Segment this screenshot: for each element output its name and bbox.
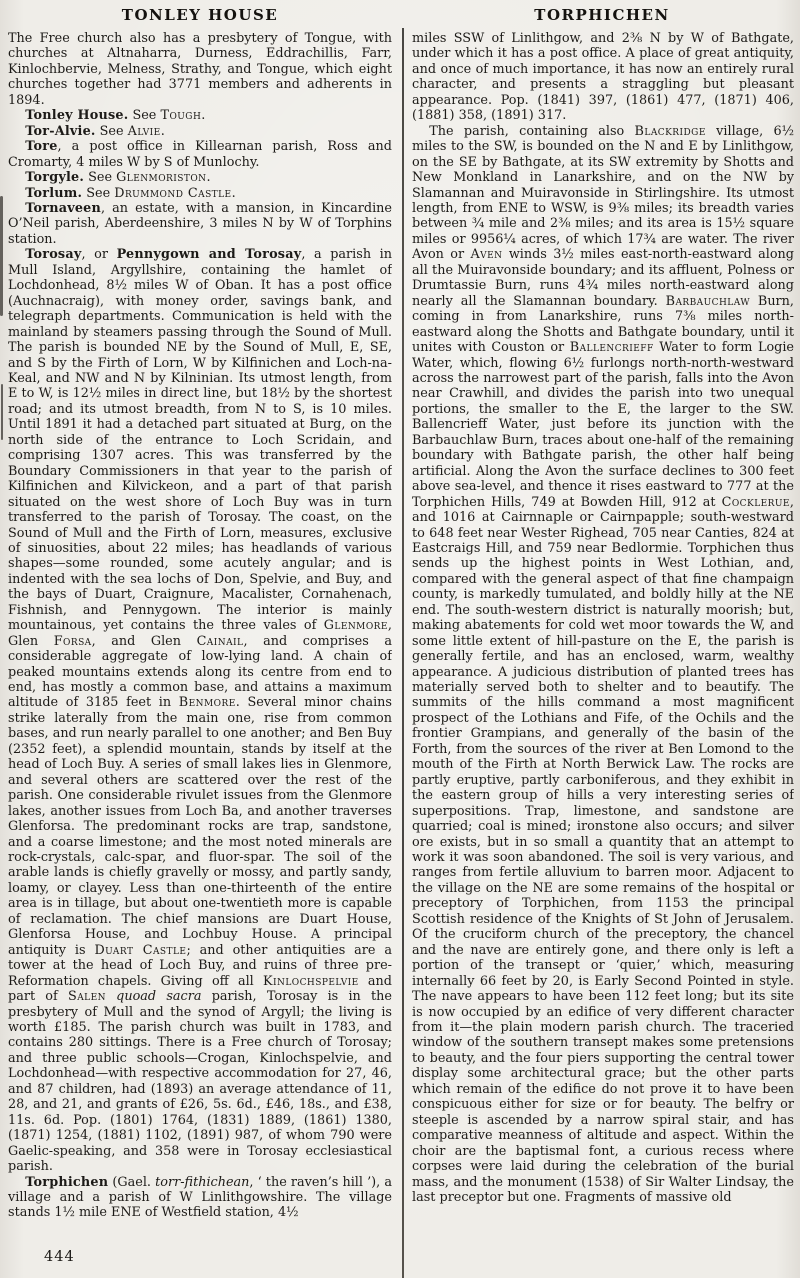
text-run: Benmore bbox=[178, 695, 236, 711]
text-run: quoad sacra bbox=[116, 989, 202, 1005]
text-run: Tor-Alvie. bbox=[25, 123, 96, 139]
text-run: Ballencrieff bbox=[569, 340, 654, 356]
running-head-left: TONLEY HOUSE bbox=[121, 6, 279, 24]
text-run: See bbox=[128, 108, 161, 124]
text-run bbox=[106, 989, 116, 1004]
paragraph bbox=[412, 124, 794, 1206]
paragraph bbox=[8, 139, 392, 170]
text-run: Duart Castle bbox=[94, 942, 187, 958]
text-run: Kinlochspelvie bbox=[263, 973, 359, 989]
text-run: See bbox=[82, 185, 115, 201]
paragraph bbox=[8, 1175, 392, 1221]
paragraph bbox=[8, 108, 392, 123]
text-run: Tore bbox=[25, 139, 58, 155]
text-run: winds 3½ miles east-north-eastward along all the Muiravonside boundary; and its affluent, Polness or Drumtassie Burn, runs 4¾ miles north-eastward along nearly all the Slamannan boundary. bbox=[412, 247, 794, 309]
text-run: Salen bbox=[67, 989, 106, 1005]
text-run: , Glen bbox=[8, 618, 392, 649]
text-column-right bbox=[412, 31, 794, 1275]
text-run: , ‘ the raven’s hill ’), a village and a parish of W Linlithgowshire. The village stands 1½ mile ENE of Westfield station, 4½ bbox=[8, 1174, 392, 1221]
text-run: The Free church also has a presbytery of Tongue, with churches at Altnaharra, Durness, Eddrachillis, Farr, Kinlochbervie, Melness, Strathy, and Tongue, which eight churches together had 3771 members and adherents in 1894. bbox=[8, 31, 392, 108]
column-divider-rule bbox=[402, 28, 404, 1278]
text-run: Glenmore bbox=[323, 618, 388, 634]
paragraph bbox=[8, 124, 392, 139]
text-run: . bbox=[201, 108, 206, 124]
text-run: , and 1016 at Cairnnaple or Cairnpapple; south-westward to 648 feet near Wester Righead, 705 near Canties, 824 at Eastcraigs Hill, and 759 near Bedlormie. Torphichen thus sends up the highest points in West Lothian, and, compared with the general aspect of that fine champaign county, is markedly tumulated, and boldly hilly at the NE end. The south-western district is naturally moorish; but, making abatements for cold wet moor towards the W, and some little extent of hill-pasture on the E, the parish is generally fertile, and has an enclosed, warm, wealthy appearance. A judicious distribution of planted trees has materially served both to shelter and to beautify. The summits of the hills command a most magnificent prospect of the Lothians and Fife, of the Ochils and the frontier Grampians, and generally of the basin of the Forth, from the sources of the river at Ben Lomond to the mouth of the Firth at North Berwick Law. The rocks are partly eruptive, partly carboniferous, and they exhibit in the eastern group of hills a very interesting series of superpositions. Trap, limestone, and sandstone are quarried; coal is mined; ironstone also occurs; and silver ore exists, but in so small a quantity that an attempt to work it was soon abandoned. The soil is very various, and ranges from fertile alluvium to barren moor. Adjacent to the village on the NE are some remains of the hospital or preceptory of Torphichen, from 1153 the principal Scottish residence of the Knights of St John of Jerusalem. Of the cruciform church of the preceptory, the chancel and the nave are entirely gone, and there only is left a portion of the transept or ‘quier,’ which, measuring internally 66 feet by 20, is Early Second Pointed in style. The nave appears to have been 112 feet long; but its site is now occupied by an edifice of very different character from it—the plain modern parish church. The traceried window of the southern transept makes some pretensions to beauty, and the four piers supporting the central tower display some architectural grace; but the other parts which remain of the edifice do not prove it to have been conspicuous either for size or for beauty. The belfry or steeple is ascended by a narrow spiral stair, and has comparative meanness of altitude and aspect. Within the choir are the baptismal font, a curious recess where corpses were laid during the celebration of the burial mass, and the monument (1538) of Sir Walter Lindsay, the last preceptor but one. Fragments of massive old bbox=[412, 494, 794, 1205]
text-run: (Gael. bbox=[108, 1174, 156, 1190]
text-run: The parish, containing also bbox=[429, 123, 635, 139]
running-head-right: TORPHICHEN bbox=[534, 6, 670, 24]
text-run: . bbox=[206, 170, 211, 186]
text-run: miles SSW of Linlithgow, and 2⅜ N by W of Bathgate, under which it has a post office. A place of great antiquity, and once of much importance, it has now an entirely rural character, and presents a straggling but pleasant appearance. Pop. (1841) 397, (1861) 477, (1871) 406, (1881) 358, (1891) 317. bbox=[412, 31, 794, 124]
text-run: Aven bbox=[470, 247, 503, 263]
paragraph bbox=[8, 247, 392, 1174]
text-run: , a post office in Killearnan parish, Ross and Cromarty, 4 miles W by S of Munlochy. bbox=[8, 139, 392, 170]
text-run: Drummond Castle bbox=[114, 185, 232, 201]
text-run: Glenmoriston bbox=[116, 170, 207, 186]
page-number: 444 bbox=[44, 1249, 75, 1265]
text-run: Tonley House. bbox=[25, 108, 129, 124]
text-run: , or bbox=[81, 247, 117, 263]
paragraph bbox=[8, 31, 392, 108]
text-run: See bbox=[84, 170, 117, 186]
text-run: . bbox=[160, 123, 165, 139]
scan-artifact bbox=[1, 384, 3, 440]
text-run: . bbox=[231, 185, 236, 201]
text-run: Barbauchlaw bbox=[665, 293, 751, 309]
text-run: See bbox=[95, 123, 128, 139]
text-run: Torphichen bbox=[25, 1174, 109, 1190]
text-run: Torgyle. bbox=[25, 170, 85, 186]
text-run: , and comprises a considerable aggregate of low-lying land. A chain of peaked mountains extends along its centre from end to end, has mostly a common base, and attains a maximum altitude of 3185 feet in bbox=[8, 633, 392, 711]
text-run: Cocklerue bbox=[721, 494, 790, 510]
text-run: and part of bbox=[8, 973, 392, 1005]
text-run: , an estate, with a mansion, in Kincardine O’Neil parish, Aberdeenshire, 3 miles N by W of Torphins station. bbox=[8, 200, 392, 247]
text-run: , a parish in Mull Island, Argyllshire, containing the hamlet of Lochdonhead, 8½ miles W of Oban. It has a post office (Auchnacraig), with money order, savings bank, and telegraph departments. Communication is held with the mainland by steamers passing through the Sound of Mull. The parish is bounded NE by the Sound of Mull, E, SE, and S by the Firth of Lorn, W by Kilfinichen and Loch-na-Keal, and NW and N by Kilninian. Its utmost length, from E to W, is 12½ miles in direct line, but 18½ by the shortest road; and its utmost breadth, from N to S, is 10 miles. Until 1891 it had a detached part situated at Burg, on the north side of the entrance to Loch Scridain, and comprising 1307 acres. This was transferred by the Boundary Commissioners in that year to the parish of Kilfinichen and Kilvickeon, and a part of that parish situated on the west shore of Loch Buy was in turn transferred to the parish of Torosay. The coast, on the Sound of Mull and the Firth of Lorn, measures, exclusive of sinuosities, about 22 miles; has headlands of various shapes—some rounded, some acutely angular; and is indented with the sea lochs of Don, Spelvie, and Buy, and the bays of Duart, Craignure, Macalister, Cornahenach, Fishnish, and Pennygown. The interior is mainly mountainous, yet contains the three vales of bbox=[8, 247, 392, 634]
paragraph bbox=[8, 201, 392, 247]
text-run: . Several minor chains strike laterally from the main one, rise from common bases, and run nearly parallel to one another; and Ben Buy (2352 feet), a splendid mountain, stands by itself at the head of Loch Buy. A series of small lakes lies in Glenmore, and several others are scattered over the rest of the parish. One considerable rivulet issues from the Glenmore lakes, another issues from Loch Ba, and another traverses Glenforsa. The predominant rocks are trap, sandstone, and a coarse limestone; and the most noted minerals are rock-crystals, calc-spar, and fluor-spar. The soil of the arable lands is chiefly gravelly or mossy, and partly sandy, loamy, or clayey. Less than one-thirteenth of the entire area is in tillage, but about one-twentieth more is capable of reclamation. The chief mansions are Duart House, Glenforsa House, and Lochbuy House. A principal antiquity is bbox=[8, 695, 392, 958]
text-run: Cainail bbox=[196, 633, 244, 649]
paragraph bbox=[8, 170, 392, 185]
text-run: Pennygown and Torosay bbox=[116, 247, 302, 263]
text-run: Torlum. bbox=[25, 185, 83, 201]
text-run: Forsa bbox=[53, 633, 92, 649]
scan-artifact bbox=[0, 196, 3, 316]
text-run: parish, Torosay is in the presbytery of Mull and the synod of Argyll; the living is worth £185. The parish church was built in 1783, and contains 280 sittings. There is a Free church of Torosay; and three public schools—Crogan, Kinlochspelvie, and Lochdonhead—with respective accommodation for 27, 46, and 87 children, had (1893) an average attendance of 11, 28, and 21, and grants of £26, 5s. 6d., £46, 18s., and £38, 11s. 6d. Pop. (1801) 1764, (1831) 1889, (1861) 1380, (1871) 1254, (1881) 1102, (1891) 987, of whom 790 were Gaelic-speaking, and 358 were in Torosay ecclesiastical parish. bbox=[8, 989, 392, 1175]
paragraph bbox=[412, 31, 794, 124]
paragraph bbox=[8, 186, 392, 201]
text-column-left bbox=[8, 31, 392, 1253]
text-run: Alvie bbox=[127, 123, 161, 139]
text-run: village, 6½ miles to the SW, is bounded on the N and E by Linlithgow, on the SE by Bathgate, at its SW extremity by Shotts and New Monkland in Lanarkshire, and on the NW by Slamannan and Muiravonside in Stirlingshire. Its utmost length, from ENE to WSW, is 9⅜ miles; its breadth varies between ¾ mile and 2⅜ miles; and its area is 15½ square miles or 9956¼ acres, of which 17¾ are water. The river Avon or bbox=[412, 123, 794, 263]
text-run: Burn, coming in from Lanarkshire, runs 7⅜ miles north-eastward along the Shotts and Bathgate boundary, until it unites with Couston or bbox=[412, 293, 794, 356]
text-run: , and Glen bbox=[91, 633, 197, 649]
text-run: Torosay bbox=[25, 247, 82, 263]
text-run: Water to form Logie Water, which, flowing 6½ furlongs north-north-westward across the narrowest part of the parish, falls into the Avon near Crawhill, and divides the parish into two unequal portions, the smaller to the E, the larger to the SW. Ballencrieff Water, just before its junction with the Barbauchlaw Burn, traces about one-half of the remaining boundary with Bathgate parish, the other half being artificial. Along the Avon the surface declines to 300 feet above sea-level, and thence it rises eastward to 777 at the Torphichen Hills, 749 at Bowden Hill, 912 at bbox=[412, 340, 794, 510]
text-run: ; and other antiquities are a tower at the head of Loch Buy, and ruins of three pre-Reformation chapels. Giving off all bbox=[8, 942, 392, 989]
text-run: Tough bbox=[160, 108, 202, 124]
text-run: torr-fithichean bbox=[155, 1174, 250, 1190]
text-run: Tornaveen bbox=[25, 200, 102, 216]
text-run: Blackridge bbox=[634, 123, 706, 139]
